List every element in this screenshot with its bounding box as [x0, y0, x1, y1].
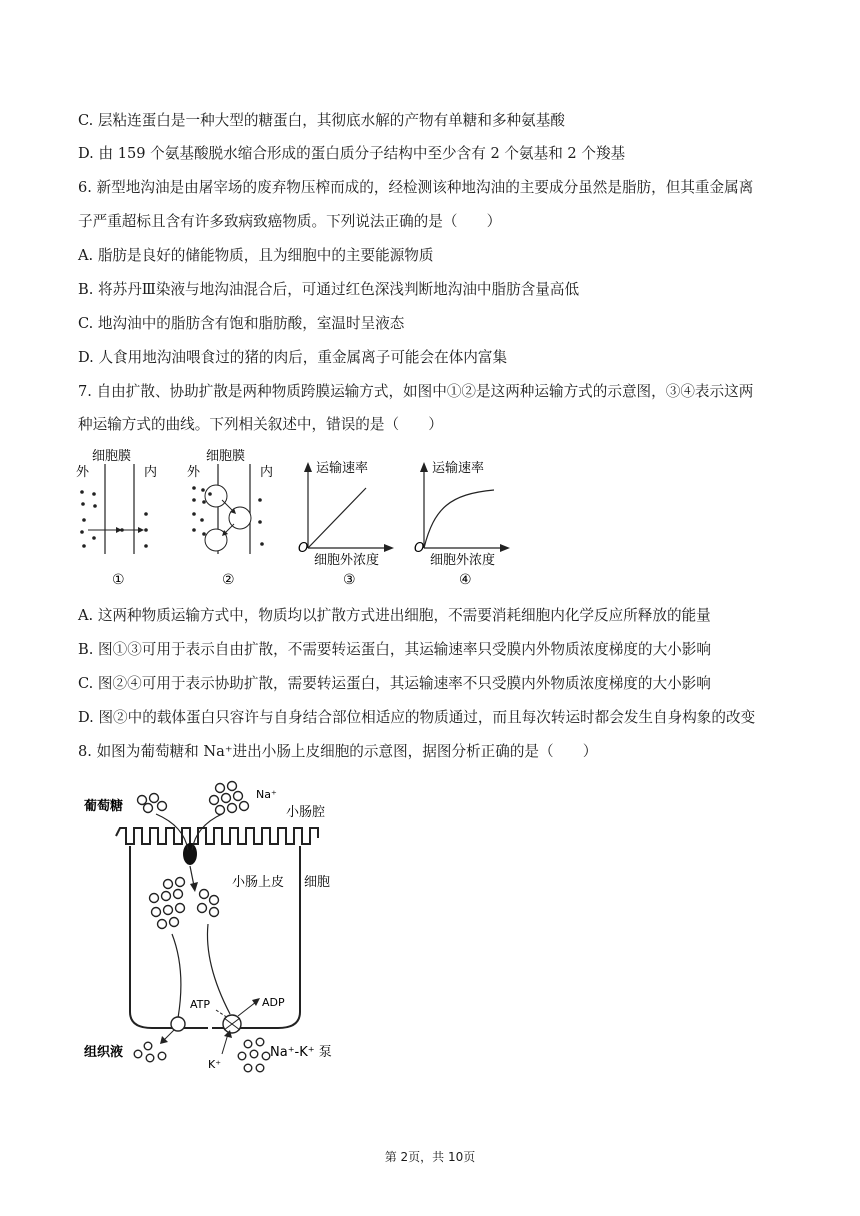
cell-label: 小肠上皮 — [232, 875, 285, 890]
panel-facilitated-diffusion — [187, 449, 273, 588]
cell-label-2: 细胞 — [304, 875, 331, 890]
option-6c: C. 地沟油中的脂肪含有饱和脂肪酸，室温时呈液态 — [78, 315, 405, 332]
question-6-stem: 6. 新型地沟油是由屠宰场的废弃物压榨而成的，经检测该种地沟油的主要成分虽然是脂肪，但其重金属离 — [78, 179, 754, 196]
origin-label: O — [298, 541, 309, 556]
glucose-molecules-lumen — [138, 794, 167, 813]
option-6b: B. 将苏丹Ⅲ染液与地沟油混合后，可通过红色深浅判断地沟油中脂肪含量高低 — [78, 281, 580, 298]
membrane-label: 细胞膜 — [92, 449, 132, 464]
question-7-stem-cont: 种运输方式的曲线。下列相关叙述中，错误的是（ ） — [78, 416, 443, 433]
inside-label: 内 — [144, 465, 158, 480]
lumen-label: 小肠腔 — [286, 805, 326, 820]
panel-3-label: ③ — [343, 572, 356, 588]
panel-free-diffusion — [76, 449, 157, 588]
glucose-molecules-cell — [150, 878, 185, 929]
atp-label: ATP — [190, 998, 211, 1011]
panel-2-label: ② — [222, 572, 235, 588]
glucose-carrier — [171, 1017, 185, 1031]
question-8-stem: 8. 如图为葡萄糖和 Na⁺进出小肠上皮细胞的示意图，据图分析正确的是（ ） — [78, 743, 598, 760]
k-label: K⁺ — [208, 1058, 222, 1071]
y-axis-label: 运输速率 — [316, 461, 369, 476]
adp-label: ADP — [262, 996, 285, 1009]
panel-linear-curve — [298, 460, 394, 588]
outside-label: 外 — [187, 465, 201, 480]
na-ions-cell — [198, 890, 219, 917]
y-axis-label: 运输速率 — [432, 461, 485, 476]
na-label: Na⁺ — [256, 788, 277, 801]
option-5c: C. 层粘连蛋白是一种大型的糖蛋白，其彻底水解的产物有单糖和多种氨基酸 — [78, 112, 565, 129]
option-7a: A. 这两种物质运输方式中，物质均以扩散方式进出细胞，不需要消耗细胞内化学反应所释放的能量 — [78, 607, 711, 624]
panel-1-label: ① — [112, 572, 125, 588]
outside-label: 外 — [76, 465, 90, 480]
option-7c: C. 图②④可用于表示协助扩散，需要转运蛋白，其运输速率不只受膜内外物质浓度梯度的大小影响 — [78, 675, 711, 692]
glucose-label: 葡萄糖 — [84, 799, 124, 814]
page-footer: 第 2页，共 10页 — [384, 1150, 476, 1164]
symporter-protein — [183, 843, 197, 865]
option-7b: B. 图①③可用于表示自由扩散，不需要转运蛋白，其运输速率只受膜内外物质浓度梯度的大小影响 — [78, 641, 711, 658]
x-axis-label: 细胞外浓度 — [430, 553, 496, 568]
membrane-label: 细胞膜 — [206, 449, 246, 464]
question-6-stem-cont: 子严重超标且含有许多致病致癌物质。下列说法正确的是（ ） — [78, 213, 502, 230]
inside-label: 内 — [260, 465, 274, 480]
question-7-stem: 7. 自由扩散、协助扩散是两种物质跨膜运输方式，如图中①②是这两种运输方式的示意图，③④表示这两 — [78, 383, 754, 400]
x-axis-label: 细胞外浓度 — [314, 553, 380, 568]
tissue-fluid-label: 组织液 — [84, 1045, 124, 1060]
transport-figures — [70, 448, 540, 594]
option-5d: D. 由 159 个氨基酸脱水缩合形成的蛋白质分子结构中至少含有 2 个氨基和 2 个羧基 — [78, 145, 626, 162]
option-7d: D. 图②中的载体蛋白只容许与自身结合部位相适应的物质通过，而且每次转运时都会发生自身构象的改变 — [78, 709, 756, 726]
pump-label: Na⁺-K⁺ 泵 — [270, 1045, 332, 1060]
intestinal-cell-figure — [72, 774, 352, 1084]
option-6d: D. 人食用地沟油喂食过的猪的肉后，重金属离子可能会在体内富集 — [78, 349, 508, 366]
na-ions-lumen — [210, 782, 249, 815]
option-6a: A. 脂肪是良好的储能物质，且为细胞中的主要能源物质 — [78, 247, 434, 264]
panel-saturation-curve — [414, 460, 510, 588]
glucose-molecules-fluid — [134, 1042, 166, 1062]
origin-label: O — [414, 541, 425, 556]
na-ions-fluid — [238, 1038, 270, 1072]
panel-4-label: ④ — [459, 572, 472, 588]
